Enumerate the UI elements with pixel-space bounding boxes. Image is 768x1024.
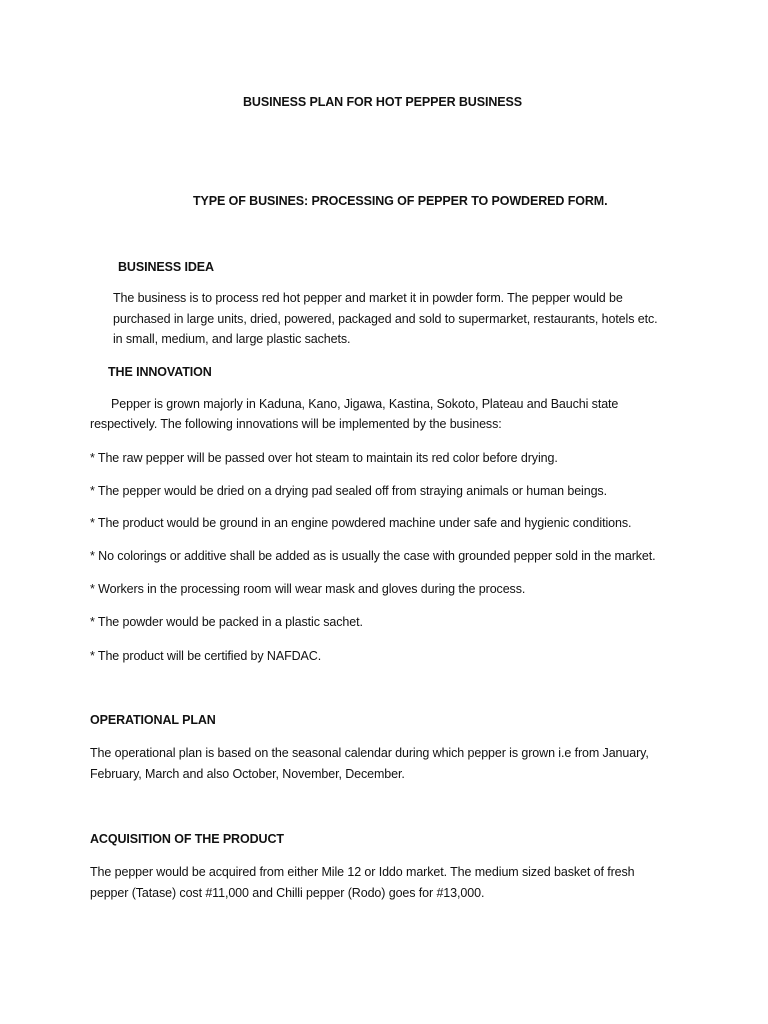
acquisition-line-1: The pepper would be acquired from either Mile 12 or Iddo market. The medium sized basket of fresh <box>90 865 635 879</box>
business-idea-line-3: in small, medium, and large plastic sachets. <box>113 332 351 346</box>
operational-plan-line-2: February, March and also October, November, December. <box>90 767 405 781</box>
heading-acquisition: ACQUISITION OF THE PRODUCT <box>90 832 284 846</box>
operational-plan-line-1: The operational plan is based on the seasonal calendar during which pepper is grown i.e from January, <box>90 746 649 760</box>
innovation-intro-line-2: respectively. The following innovations will be implemented by the business: <box>90 417 502 431</box>
heading-innovation: THE INNOVATION <box>108 365 212 379</box>
business-idea-line-2: purchased in large units, dried, powered, packaged and sold to supermarket, restaurants, hotels etc. <box>113 312 658 326</box>
heading-operational-plan: OPERATIONAL PLAN <box>90 713 216 727</box>
innovation-bullet: * The product would be ground in an engine powdered machine under safe and hygienic conditions. <box>90 516 632 530</box>
innovation-bullet: * The product will be certified by NAFDAC. <box>90 649 322 663</box>
innovation-bullet: * The raw pepper will be passed over hot steam to maintain its red color before drying. <box>90 451 558 465</box>
innovation-bullet: * The powder would be packed in a plastic sachet. <box>90 615 363 629</box>
acquisition-line-2: pepper (Tatase) cost #11,000 and Chilli pepper (Rodo) goes for #13,000. <box>90 886 485 900</box>
document-title: BUSINESS PLAN FOR HOT PEPPER BUSINESS <box>243 95 522 109</box>
innovation-bullet: * Workers in the processing room will wear mask and gloves during the process. <box>90 582 526 596</box>
innovation-intro-line-1: Pepper is grown majorly in Kaduna, Kano, Jigawa, Kastina, Sokoto, Plateau and Bauchi state <box>111 397 619 411</box>
business-type-line: TYPE OF BUSINES: PROCESSING OF PEPPER TO POWDERED FORM. <box>193 194 608 208</box>
business-idea-line-1: The business is to process red hot pepper and market it in powder form. The pepper would be <box>113 291 623 305</box>
innovation-bullet: * No colorings or additive shall be added as is usually the case with grounded pepper sold in the market. <box>90 549 656 563</box>
heading-business-idea: BUSINESS IDEA <box>118 260 214 274</box>
innovation-bullet: * The pepper would be dried on a drying pad sealed off from straying animals or human beings. <box>90 484 607 498</box>
